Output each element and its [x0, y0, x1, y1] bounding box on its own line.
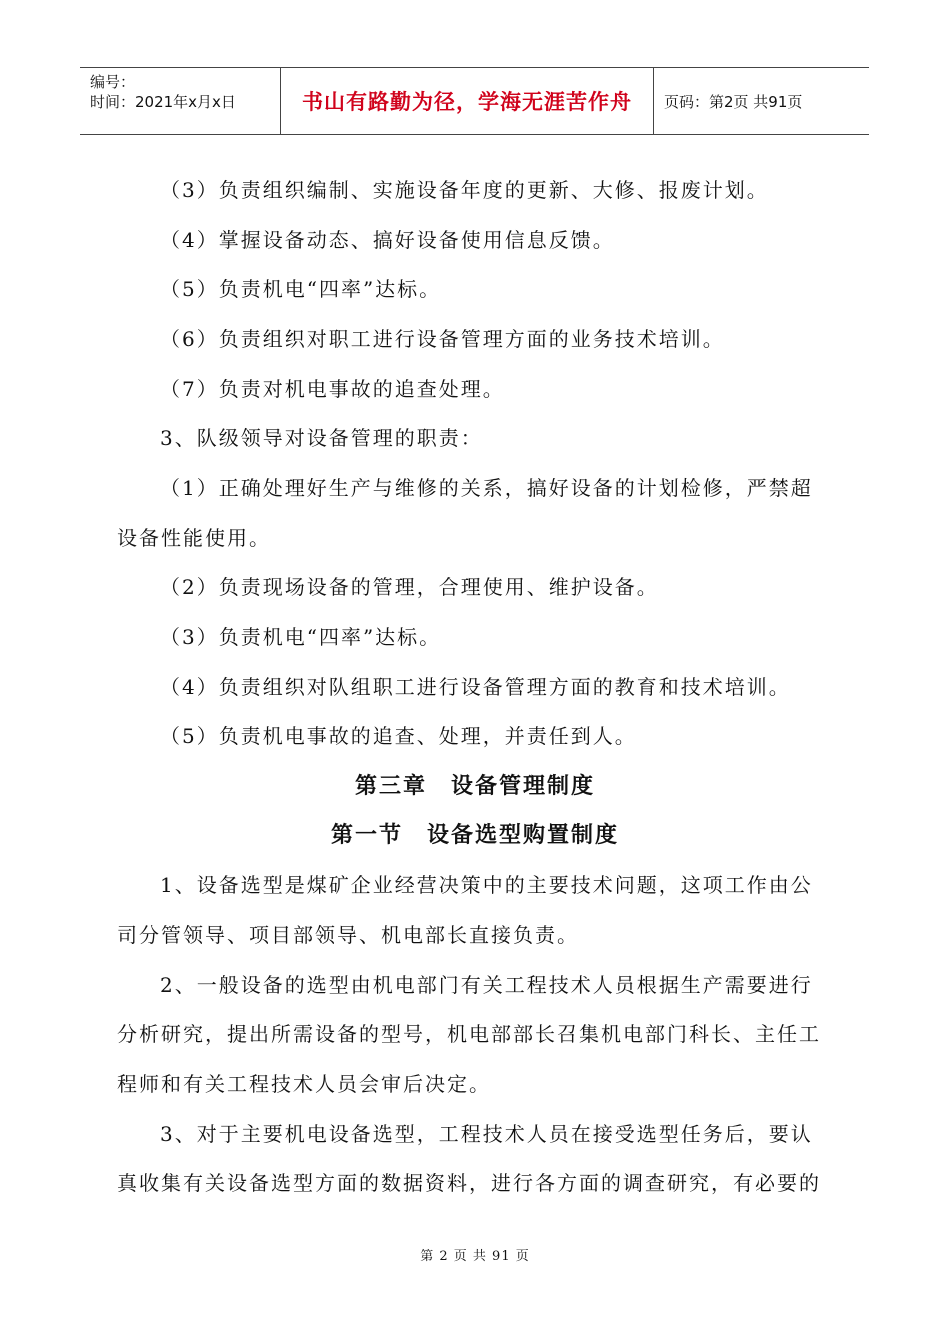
paragraph: （4）负责组织对队组职工进行设备管理方面的教育和技术培训。 [160, 675, 791, 699]
paragraph: （5）负责机电事故的追查、处理，并责任到人。 [160, 724, 637, 748]
page-header [80, 67, 869, 135]
paragraph: 司分管领导、项目部领导、机电部长直接负责。 [117, 923, 579, 947]
paragraph: 分析研究，提出所需设备的型号，机电部部长召集机电部门科长、主任工 [117, 1022, 821, 1046]
page-footer: 第 2 页 共 91 页 [420, 1249, 530, 1264]
paragraph: 1、设备选型是煤矿企业经营决策中的主要技术问题，这项工作由公 [160, 873, 813, 897]
paragraph: （7）负责对机电事故的追查处理。 [160, 377, 505, 401]
header-meta [80, 68, 281, 134]
paragraph: 2、一般设备的选型由机电部门有关工程技术人员根据生产需要进行 [160, 973, 813, 997]
paragraph: （5）负责机电“四率”达标。 [160, 277, 442, 301]
paragraph: 程师和有关工程技术人员会审后决定。 [117, 1072, 491, 1096]
header-time-label: 时间：2021年x月x日 [90, 93, 236, 111]
paragraph: （3）负责组织编制、实施设备年度的更新、大修、报废计划。 [160, 178, 769, 202]
paragraph: 设备性能使用。 [117, 526, 271, 550]
section-title: 第一节 设备选型购置制度 [330, 823, 619, 848]
chapter-title: 第三章 设备管理制度 [354, 774, 595, 799]
paragraph: 3、对于主要机电设备选型，工程技术人员在接受选型任务后，要认 [160, 1122, 813, 1146]
header-slogan: 书山有路勤为径，学海无涯苦作舟 [281, 68, 654, 134]
header-page-info: 页码：第2页 共91页 [664, 92, 803, 111]
paragraph: （3）负责机电“四率”达标。 [160, 625, 442, 649]
header-number-label: 编号： [90, 73, 136, 91]
paragraph: 真收集有关设备选型方面的数据资料，进行各方面的调查研究，有必要的 [117, 1171, 821, 1195]
paragraph: 3、队级领导对设备管理的职责： [160, 426, 483, 450]
paragraph: （2）负责现场设备的管理，合理使用、维护设备。 [160, 575, 659, 599]
paragraph: （6）负责组织对职工进行设备管理方面的业务技术培训。 [160, 327, 725, 351]
paragraph: （1）正确处理好生产与维修的关系，搞好设备的计划检修，严禁超 [160, 476, 813, 500]
paragraph: （4）掌握设备动态、搞好设备使用信息反馈。 [160, 228, 615, 252]
